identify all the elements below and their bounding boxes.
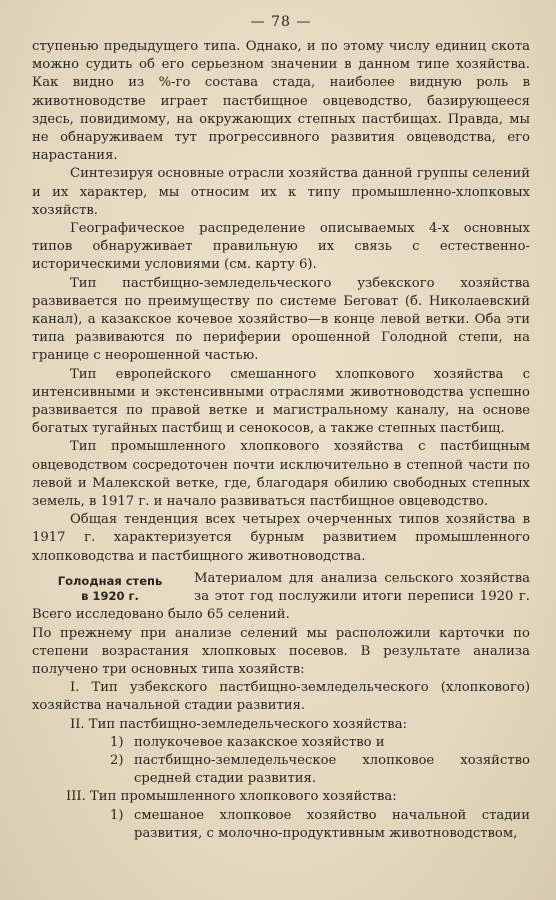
type-item-1: I. Тип узбекского пастбищно-земледельческого (хлопкового) хозяйства начальной стадии развития. [32,680,530,714]
type-item-3: III. Тип промышленного хлопкового хозяйства: [66,789,397,805]
paragraph: Тип европейского смешанного хлопкового хозяйства с интенсивными и экстенсивными отраслями животноводства успешно развивается по правой ветке и магистральному каналу, на основе богатых тугайных пастбищ и сенокосов, а также степных пастбищ. [32,366,530,437]
sub-item-number: 2) [110,752,124,768]
paragraph-continuation: ступенью предыдущего типа. Однако, и по этому числу единиц скота можно судить об его серьезном значении в данном типе хозяйства. Как видно из %-го состава стада, наиболее видную роль в животноводстве играет пастбищное овцеводство, базирующееся здесь, повидимому, на окружающих степных пастбищах. Правда, мы не обнаруживаем тут прогрессивного развития овцеводства, его нарастания. [32,39,530,164]
page-number: — 78 — [250,14,312,30]
paragraph: Общая тенденция всех четырех очерченных типов хозяйства в 1917 г. характеризуется бурным развитием промышленного хлопководства и пастбищного животноводства. [32,512,530,564]
sub-item-text: полукочевое казакское хозяйство и [134,734,385,750]
section-with-side-heading [32,570,530,625]
side-heading-line: в 1920 г. [81,588,139,603]
side-heading-line: Голодная степь [57,573,163,588]
sub-item [110,807,530,843]
sub-item-number: 1) [110,734,124,750]
paragraph: Тип промышленного хлопкового хозяйства с пастбищным овцеводством сосредоточен почти исключительно в степной части по левой и Малекской ветке, где, благодаря обилию свободных степных земель, в 1917 г. и начало развиваться пастбищное овцеводство. [32,439,530,510]
type-item-2: II. Тип пастбищно-земледельческого хозяйства: [70,716,408,732]
paragraph: Географическое распределение описываемых 4-х основных типов обнаруживает правильную их связь с естественно-историческими условиями (см. карту 6). [32,221,530,273]
types-list [32,679,530,843]
sub-item [110,752,530,788]
sub-item-text: смешаное хлопковое хозяйство начальной стадии развития, с молочно-продуктивным животноводством, [134,807,530,841]
sub-item [110,734,530,752]
sub-item-number: 1) [110,807,124,823]
paragraph: По прежнему при анализе селений мы расположили карточки по степени возрастания хлопковых посевов. В результате анализа получено три основных типа хозяйств: [32,625,530,677]
side-paragraph: Материалом для анализа сельского хозяйства за этот год послужили итоги переписи 1920 г. Всего исследовано было 65 селений. [32,570,530,623]
paragraph: Синтезируя основные отрасли хозяйства данной группы селений и их характер, мы относим их к типу промышленно-хлопковых хозяйств. [32,166,530,218]
paragraph: Тип пастбищно-земледельческого узбекского хозяйства развивается по преимуществу по системе Беговат (б. Николаевский канал), а казакское кочевое хозяйство—в конце левой ветки. Оба эти типа развиваются по периферии орошенной Голодной степи, на границе с неорошенной частью. [32,275,530,364]
sub-item-text: пастбищно-земледельческое хлопковое хозяйство средней стадии развития. [134,752,530,787]
side-heading [54,574,166,604]
